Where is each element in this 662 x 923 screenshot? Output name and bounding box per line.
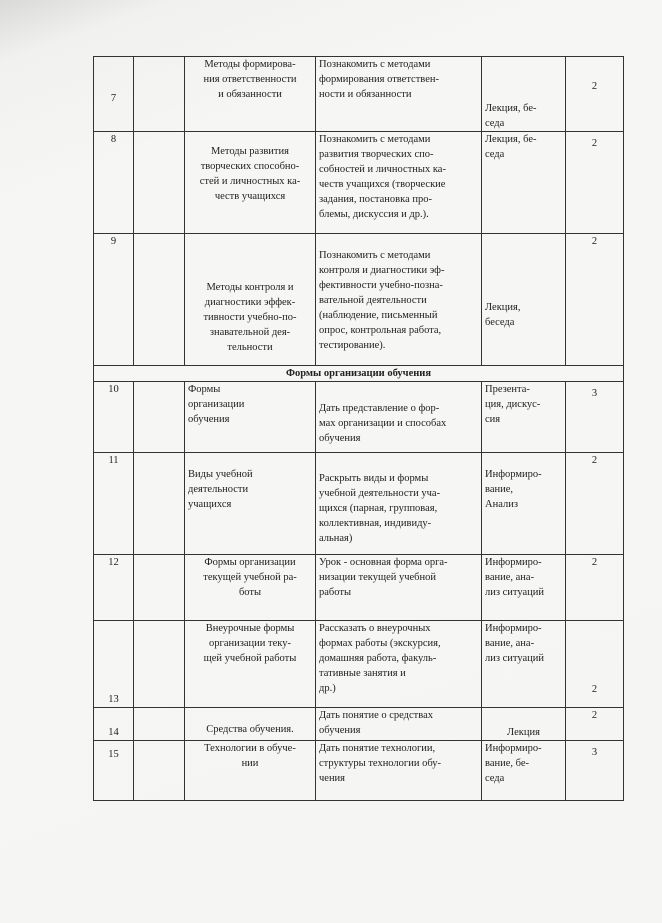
empty-cell (134, 708, 185, 741)
text-line: альная) (319, 533, 353, 544)
text-line: работы (319, 587, 352, 598)
text-line: творческих способно- (200, 161, 300, 172)
empty-cell (134, 57, 185, 132)
row-number: 12 (94, 555, 134, 621)
topic-cell (185, 621, 316, 708)
form-cell (482, 555, 566, 621)
row-number: 13 (94, 621, 134, 708)
table-row (94, 621, 624, 708)
row-number: 10 (94, 382, 134, 453)
topic-cell (185, 453, 316, 555)
topic-cell (185, 708, 316, 741)
form-cell (482, 57, 566, 132)
text-line: вание, бе- (485, 758, 529, 769)
text-line: Технологии в обуче- (204, 743, 296, 754)
text-line: знавательной дея- (209, 327, 291, 338)
text-line: седа (485, 773, 505, 784)
text-line: Методы контроля и (206, 282, 294, 293)
text-line: развития творческих спо- (319, 149, 434, 160)
text-line: тивности учебно-по- (203, 312, 297, 323)
goal-cell (316, 234, 482, 366)
curriculum-table (93, 56, 624, 801)
hours-cell: 3 (566, 741, 624, 801)
text-line: Лекция (507, 727, 540, 738)
text-line: ности и обязанности (319, 89, 412, 100)
text-line: стей и личностных ка- (199, 176, 301, 187)
text-line: Информиро- (485, 557, 542, 568)
form-cell (482, 132, 566, 234)
text-line: др.) (319, 683, 336, 694)
text-line: Формы организации (204, 557, 296, 568)
text-line: тельности (227, 342, 273, 353)
text-line: Информиро- (485, 469, 542, 480)
goal-cell (316, 621, 482, 708)
form-cell (482, 621, 566, 708)
text-line: ния ответственности (203, 74, 297, 85)
text-line: низации текущей учебной (319, 572, 436, 583)
text-line: обучения (319, 725, 361, 736)
topic-cell (185, 382, 316, 453)
text-line: тативные занятия и (319, 668, 406, 679)
text-line: сия (485, 414, 501, 425)
empty-cell (134, 382, 185, 453)
text-line: опрос, контрольная работа, (319, 325, 442, 336)
text-line: Познакомить с методами (319, 59, 431, 70)
table-row (94, 708, 624, 741)
form-cell (482, 453, 566, 555)
text-line: Дать понятие технологии, (319, 743, 436, 754)
goal-cell (316, 57, 482, 132)
row-number: 14 (94, 708, 134, 741)
text-line: вание, ана- (485, 638, 535, 649)
text-line: организации (188, 399, 245, 410)
row-number: 8 (94, 132, 134, 234)
table-row (94, 57, 624, 132)
text-line: Дать представление о фор- (319, 403, 440, 414)
table-row (94, 382, 624, 453)
hours-cell: 2 (566, 234, 624, 366)
text-line: деятельности (188, 484, 249, 495)
topic-cell (185, 234, 316, 366)
text-line: Методы развития (211, 146, 289, 157)
empty-cell (134, 621, 185, 708)
text-line: Формы (188, 384, 221, 395)
text-line: Урок - основная форма орга- (319, 557, 448, 568)
goal-cell (316, 453, 482, 555)
text-line: диагностики эффек- (204, 297, 296, 308)
form-cell (482, 708, 566, 741)
empty-cell (134, 132, 185, 234)
text-line: Дать понятие о средствах (319, 710, 433, 721)
text-line: боты (238, 587, 262, 598)
text-line: щихся (парная, групповая, (319, 503, 438, 514)
text-line: Информиро- (485, 743, 542, 754)
text-line: Средства обучения. (206, 724, 294, 735)
form-cell (482, 741, 566, 801)
text-line: обучения (319, 433, 361, 444)
hours-cell: 2 (566, 453, 624, 555)
table-row (94, 234, 624, 366)
hours-cell: 2 (566, 132, 624, 234)
text-line: ция, дискус- (485, 399, 541, 410)
text-line: Лекция, бе- (485, 103, 537, 114)
goal-cell (316, 741, 482, 801)
empty-cell (134, 555, 185, 621)
text-line: щей учебной работы (203, 653, 297, 664)
empty-cell (134, 453, 185, 555)
topic-cell (185, 555, 316, 621)
text-line: Информиро- (485, 623, 542, 634)
section-header-row (94, 366, 624, 382)
text-line: учебной деятельности уча- (319, 488, 441, 499)
text-line: Внеурочные формы (205, 623, 295, 634)
text-line: структуры технологии обу- (319, 758, 442, 769)
text-line: тестирование). (319, 340, 386, 351)
text-line: собностей и личностных ка- (319, 164, 446, 175)
text-line: фективности учебно-позна- (319, 280, 443, 291)
text-line: Презента- (485, 384, 530, 395)
text-line: Лекция, бе- (485, 134, 537, 145)
form-cell (482, 234, 566, 366)
text-line: коллективная, индивиду- (319, 518, 432, 529)
empty-cell (134, 741, 185, 801)
goal-cell (316, 555, 482, 621)
text-line: честв учащихся (214, 191, 286, 202)
text-line: беседа (485, 317, 515, 328)
text-line: и обязанности (218, 89, 282, 100)
text-line: текущей учебной ра- (203, 572, 297, 583)
text-line: чения (319, 773, 346, 784)
text-line: Рассказать о внеурочных (319, 623, 431, 634)
text-line: задания, постановка про- (319, 194, 432, 205)
text-line: Лекция, (485, 302, 521, 313)
text-line: лиз ситуаций (485, 653, 544, 664)
text-line: лиз ситуаций (485, 587, 544, 598)
form-cell (482, 382, 566, 453)
row-number: 7 (94, 57, 134, 132)
topic-cell (185, 132, 316, 234)
row-number: 9 (94, 234, 134, 366)
text-line: Познакомить с методами (319, 250, 431, 261)
hours-cell: 2 (566, 555, 624, 621)
row-number: 15 (94, 741, 134, 801)
text-line: мах организации и способах (319, 418, 447, 429)
text-line: контроля и диагностики эф- (319, 265, 445, 276)
text-line: блемы, дискуссия и др.). (319, 209, 429, 220)
hours-cell: 2 (566, 57, 624, 132)
text-line: учащихся (188, 499, 232, 510)
table-row (94, 555, 624, 621)
text-line: обучения (188, 414, 230, 425)
text-line: седа (485, 149, 505, 160)
text-line: вательной деятельности (319, 295, 427, 306)
text-line: Познакомить с методами (319, 134, 431, 145)
table-row (94, 741, 624, 801)
row-number: 11 (94, 453, 134, 555)
text-line: Раскрыть виды и формы (319, 473, 429, 484)
hours-cell: 2 (566, 621, 624, 708)
text-line: вание, ана- (485, 572, 535, 583)
goal-cell (316, 132, 482, 234)
text-line: Виды учебной (188, 469, 253, 480)
topic-cell (185, 57, 316, 132)
goal-cell (316, 708, 482, 741)
text-line: Методы формирова- (204, 59, 296, 70)
goal-cell (316, 382, 482, 453)
hours-cell: 2 (566, 708, 624, 741)
text-line: формирования ответствен- (319, 74, 439, 85)
text-line: седа (485, 118, 505, 129)
text-line: нии (241, 758, 259, 769)
text-line: организации теку- (209, 638, 291, 649)
table-row (94, 132, 624, 234)
section-title: Формы организации обучения (94, 366, 624, 382)
text-line: формах работы (экскурсия, (319, 638, 441, 649)
topic-cell (185, 741, 316, 801)
table-row (94, 453, 624, 555)
text-line: домашняя работа, факуль- (319, 653, 437, 664)
text-line: вание, (485, 484, 514, 495)
hours-cell: 3 (566, 382, 624, 453)
text-line: (наблюдение, письменный (319, 310, 438, 321)
text-line: Анализ (485, 499, 518, 510)
empty-cell (134, 234, 185, 366)
text-line: честв учащихся (творческие (319, 179, 446, 190)
